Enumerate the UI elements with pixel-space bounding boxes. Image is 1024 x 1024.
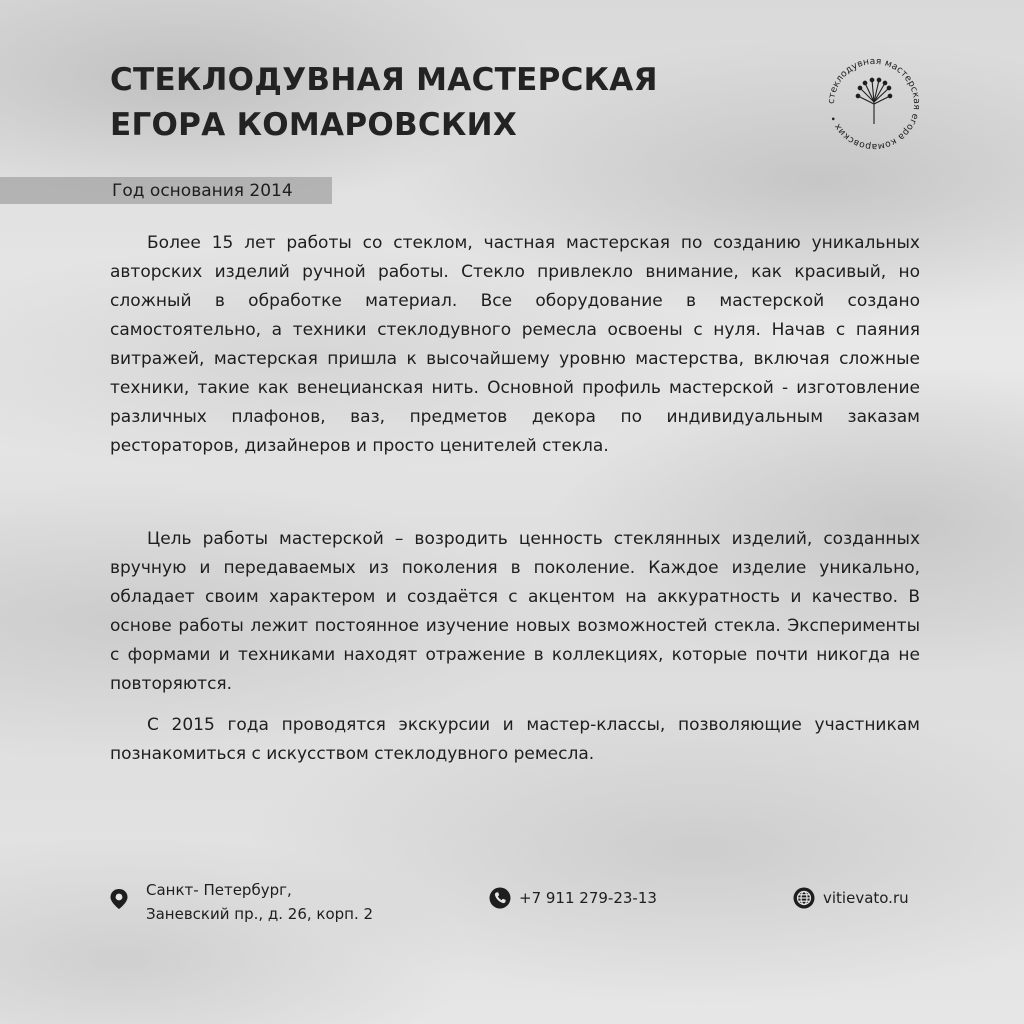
founded-label: Год основания 2014	[112, 181, 293, 201]
address-text	[146, 878, 373, 926]
title-line-1: СТЕКЛОДУВНАЯ МАСТЕРСКАЯ	[110, 62, 658, 98]
paragraph-workshops	[110, 711, 920, 769]
globe-icon	[793, 887, 815, 909]
paragraph-1-text: Более 15 лет работы со стеклом, частная мастерская по созданию уникальных авторских изделий ручной работы. Стекло привлекло внимание, как красивый, но сложный в обработке материал. Все оборудование в мастерской создано самостоятельно, а техники стеклодувного ремесла освоены с нуля. Начав с паяния витражей, мастерская пришла к высочайшему уровню мастерства, включая сложные техники, такие как венецианская нить. Основной профиль мастерской - изготовление различных плафонов, ваз, предметов декора по индивидуальным заказам рестораторов, дизайнеров и просто ценителей стекла.	[110, 233, 920, 456]
title-line-2: ЕГОРА КОМАРОВСКИХ	[110, 107, 518, 143]
paragraph-history	[110, 229, 920, 461]
address-line-2: Заневский пр., д. 26, корп. 2	[146, 905, 374, 923]
contact-phone	[489, 886, 657, 910]
paragraph-3-text: С 2015 года проводятся экскурсии и мастер-классы, позволяющие участникам познакомиться с искусством стеклодувного ремесла.	[110, 715, 920, 764]
phone-icon	[489, 887, 511, 909]
paragraph-mission	[110, 525, 920, 699]
location-pin-icon	[108, 888, 130, 910]
page-title	[110, 58, 658, 148]
dandelion-glass-icon	[856, 78, 892, 124]
paragraph-2-text: Цель работы мастерской – возродить ценность стеклянных изделий, созданных вручную и передаваемых из поколения в поколение. Каждое изделие уникально, обладает своим характером и создаётся с акцентом на аккуратность и качество. В основе работы лежит постоянное изучение новых возможностей стекла. Эксперименты с формами и техниками находят отражение в коллекциях, которые почти никогда не повторяются.	[110, 529, 920, 694]
workshop-logo	[822, 52, 926, 156]
website-link[interactable]: vitievato.ru	[823, 889, 909, 907]
phone-number[interactable]: +7 911 279-23-13	[519, 889, 657, 907]
contact-address	[108, 878, 373, 926]
address-line-1: Санкт- Петербург,	[146, 881, 292, 899]
contact-website	[793, 886, 909, 910]
logo-ring-text: стеклодувная мастерская егора комаровских •	[825, 55, 923, 153]
